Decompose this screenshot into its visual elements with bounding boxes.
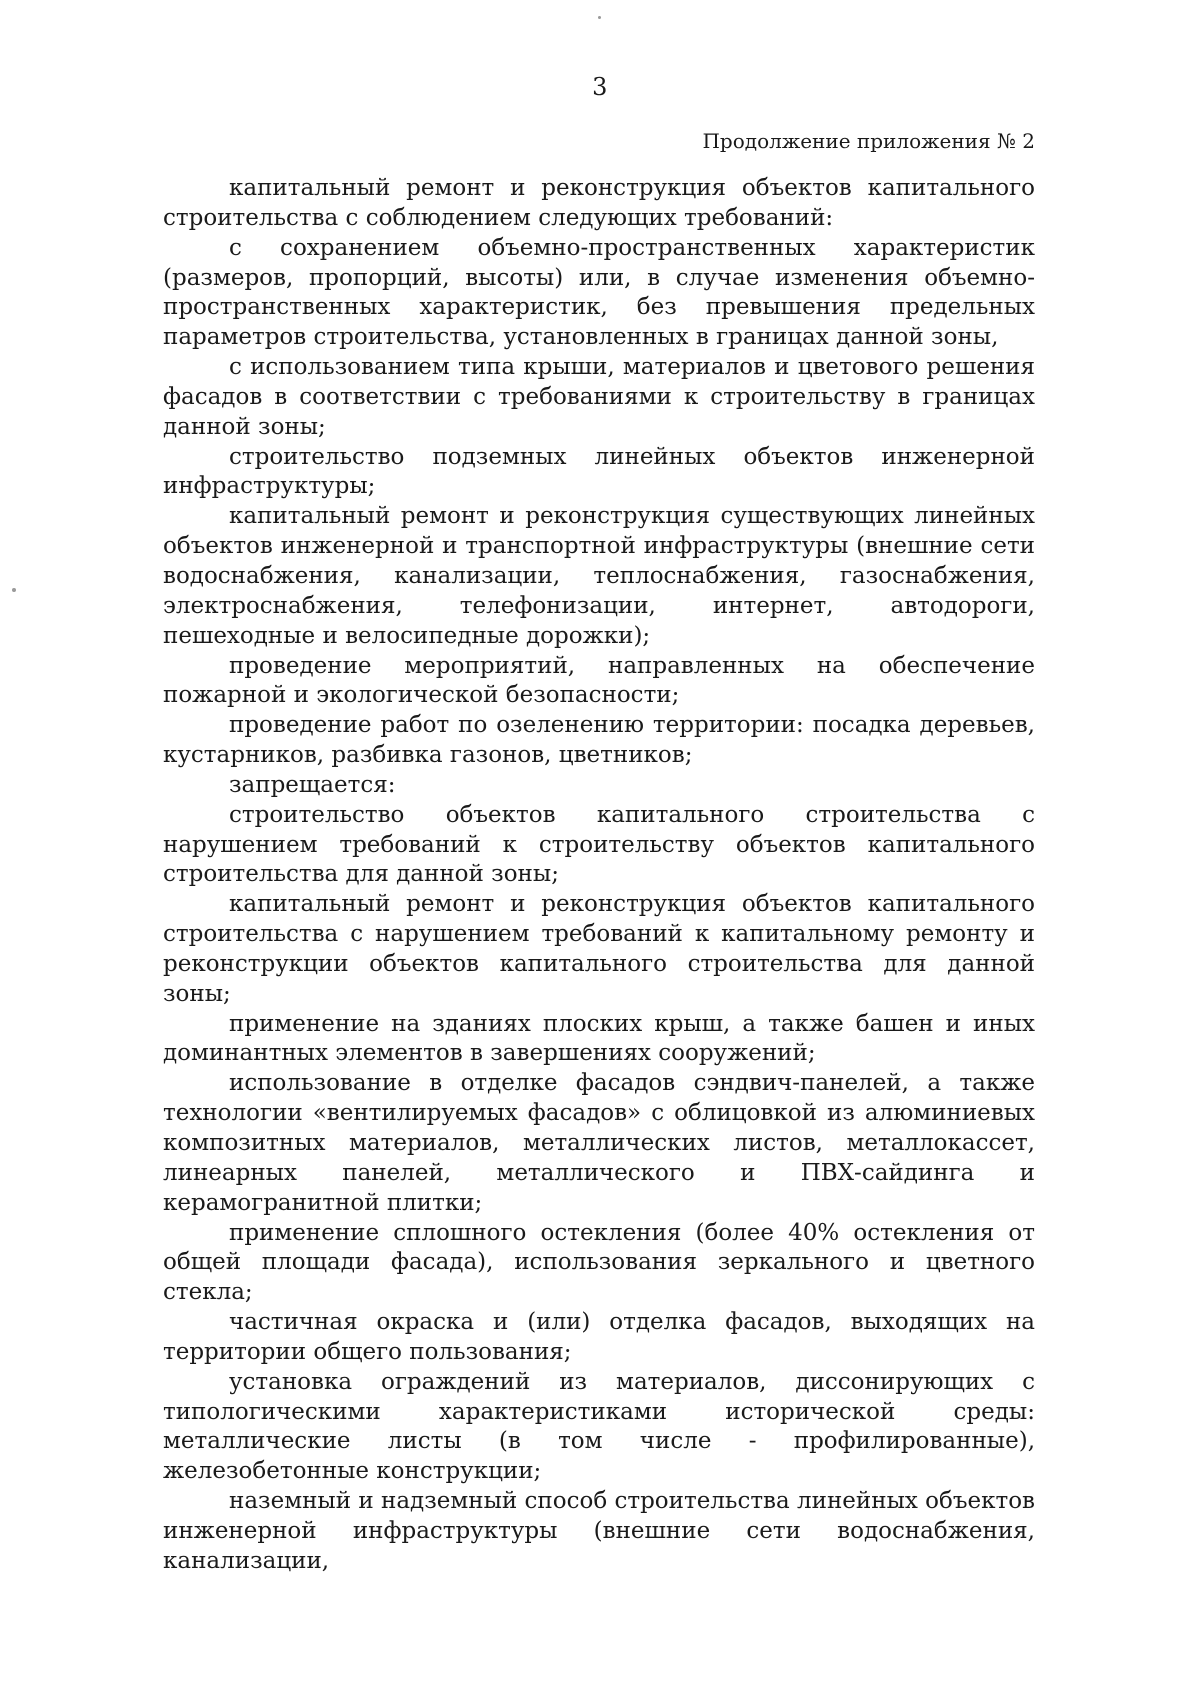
paragraph: проведение работ по озеленению территории: посадка деревьев, кустарников, разбивка газонов, цветников; xyxy=(163,712,1035,769)
paragraph: проведение мероприятий, направленных на обеспечение пожарной и экологической безопасности; xyxy=(163,652,1035,709)
page-number: 3 xyxy=(592,73,608,101)
paragraph: с использованием типа крыши, материалов и цветового решения фасадов в соответствии с требованиями к строительству в границах данной зоны; xyxy=(163,354,1035,440)
paragraph: установка ограждений из материалов, диссонирующих с типологическими характеристиками исторической среды: металлические листы (в том числе - профилированные), железобетонные конструкции; xyxy=(163,1368,1035,1485)
paragraph: использование в отделке фасадов сэндвич-панелей, а также технологии «вентилируемых фасадов» с облицовкой из алюминиевых композитных материалов, металлических листов, металлокассет, линеарных панелей, металлического и ПВХ-сайдинга и керамогранитной плитки; xyxy=(163,1070,1035,1216)
paragraph: капитальный ремонт и реконструкция существующих линейных объектов инженерной и транспортной инфраструктуры (внешние сети водоснабжения, канализации, теплоснабжения, газоснабжения, электроснабжения, телефонизации, интернет, автодороги, пешеходные и велосипедные дорожки); xyxy=(163,503,1035,649)
document-body xyxy=(163,174,1035,1577)
paragraph: строительство подземных линейных объектов инженерной инфраструктуры; xyxy=(163,443,1035,500)
paragraph: частичная окраска и (или) отделка фасадов, выходящих на территории общего пользования; xyxy=(163,1309,1035,1365)
paragraph: применение сплошного остекления (более 40% остекления от общей площади фасада), использования зеркального и цветного стекла; xyxy=(163,1219,1035,1306)
paragraph: строительство объектов капитального строительства с нарушением требований к строительству объектов капитального строительства для данной зоны; xyxy=(163,801,1035,888)
continuation-label: Продолжение приложения № 2 xyxy=(702,129,1035,153)
paragraph: запрещается: xyxy=(229,771,396,798)
scan-speck xyxy=(598,16,601,19)
paragraph: применение на зданиях плоских крыш, а также башен и иных доминантных элементов в завершениях сооружений; xyxy=(163,1010,1035,1067)
scan-speck xyxy=(12,588,16,592)
paragraph: капитальный ремонт и реконструкция объектов капитального строительства с соблюдением следующих требований: xyxy=(163,175,1035,231)
paragraph: наземный и надземный способ строительства линейных объектов инженерной инфраструктуры (внешние сети водоснабжения, канализации, xyxy=(163,1488,1035,1574)
paragraph: капитальный ремонт и реконструкция объектов капитального строительства с нарушением требований к капитальному ремонту и реконструкции объектов капитального строительства для данной зоны; xyxy=(163,891,1035,1007)
paragraph: с сохранением объемно-пространственных характеристик (размеров, пропорций, высоты) или, в случае изменения объемно-пространственных характеристик, без превышения предельных параметров строительства, установленных в границах данной зоны, xyxy=(163,234,1035,351)
